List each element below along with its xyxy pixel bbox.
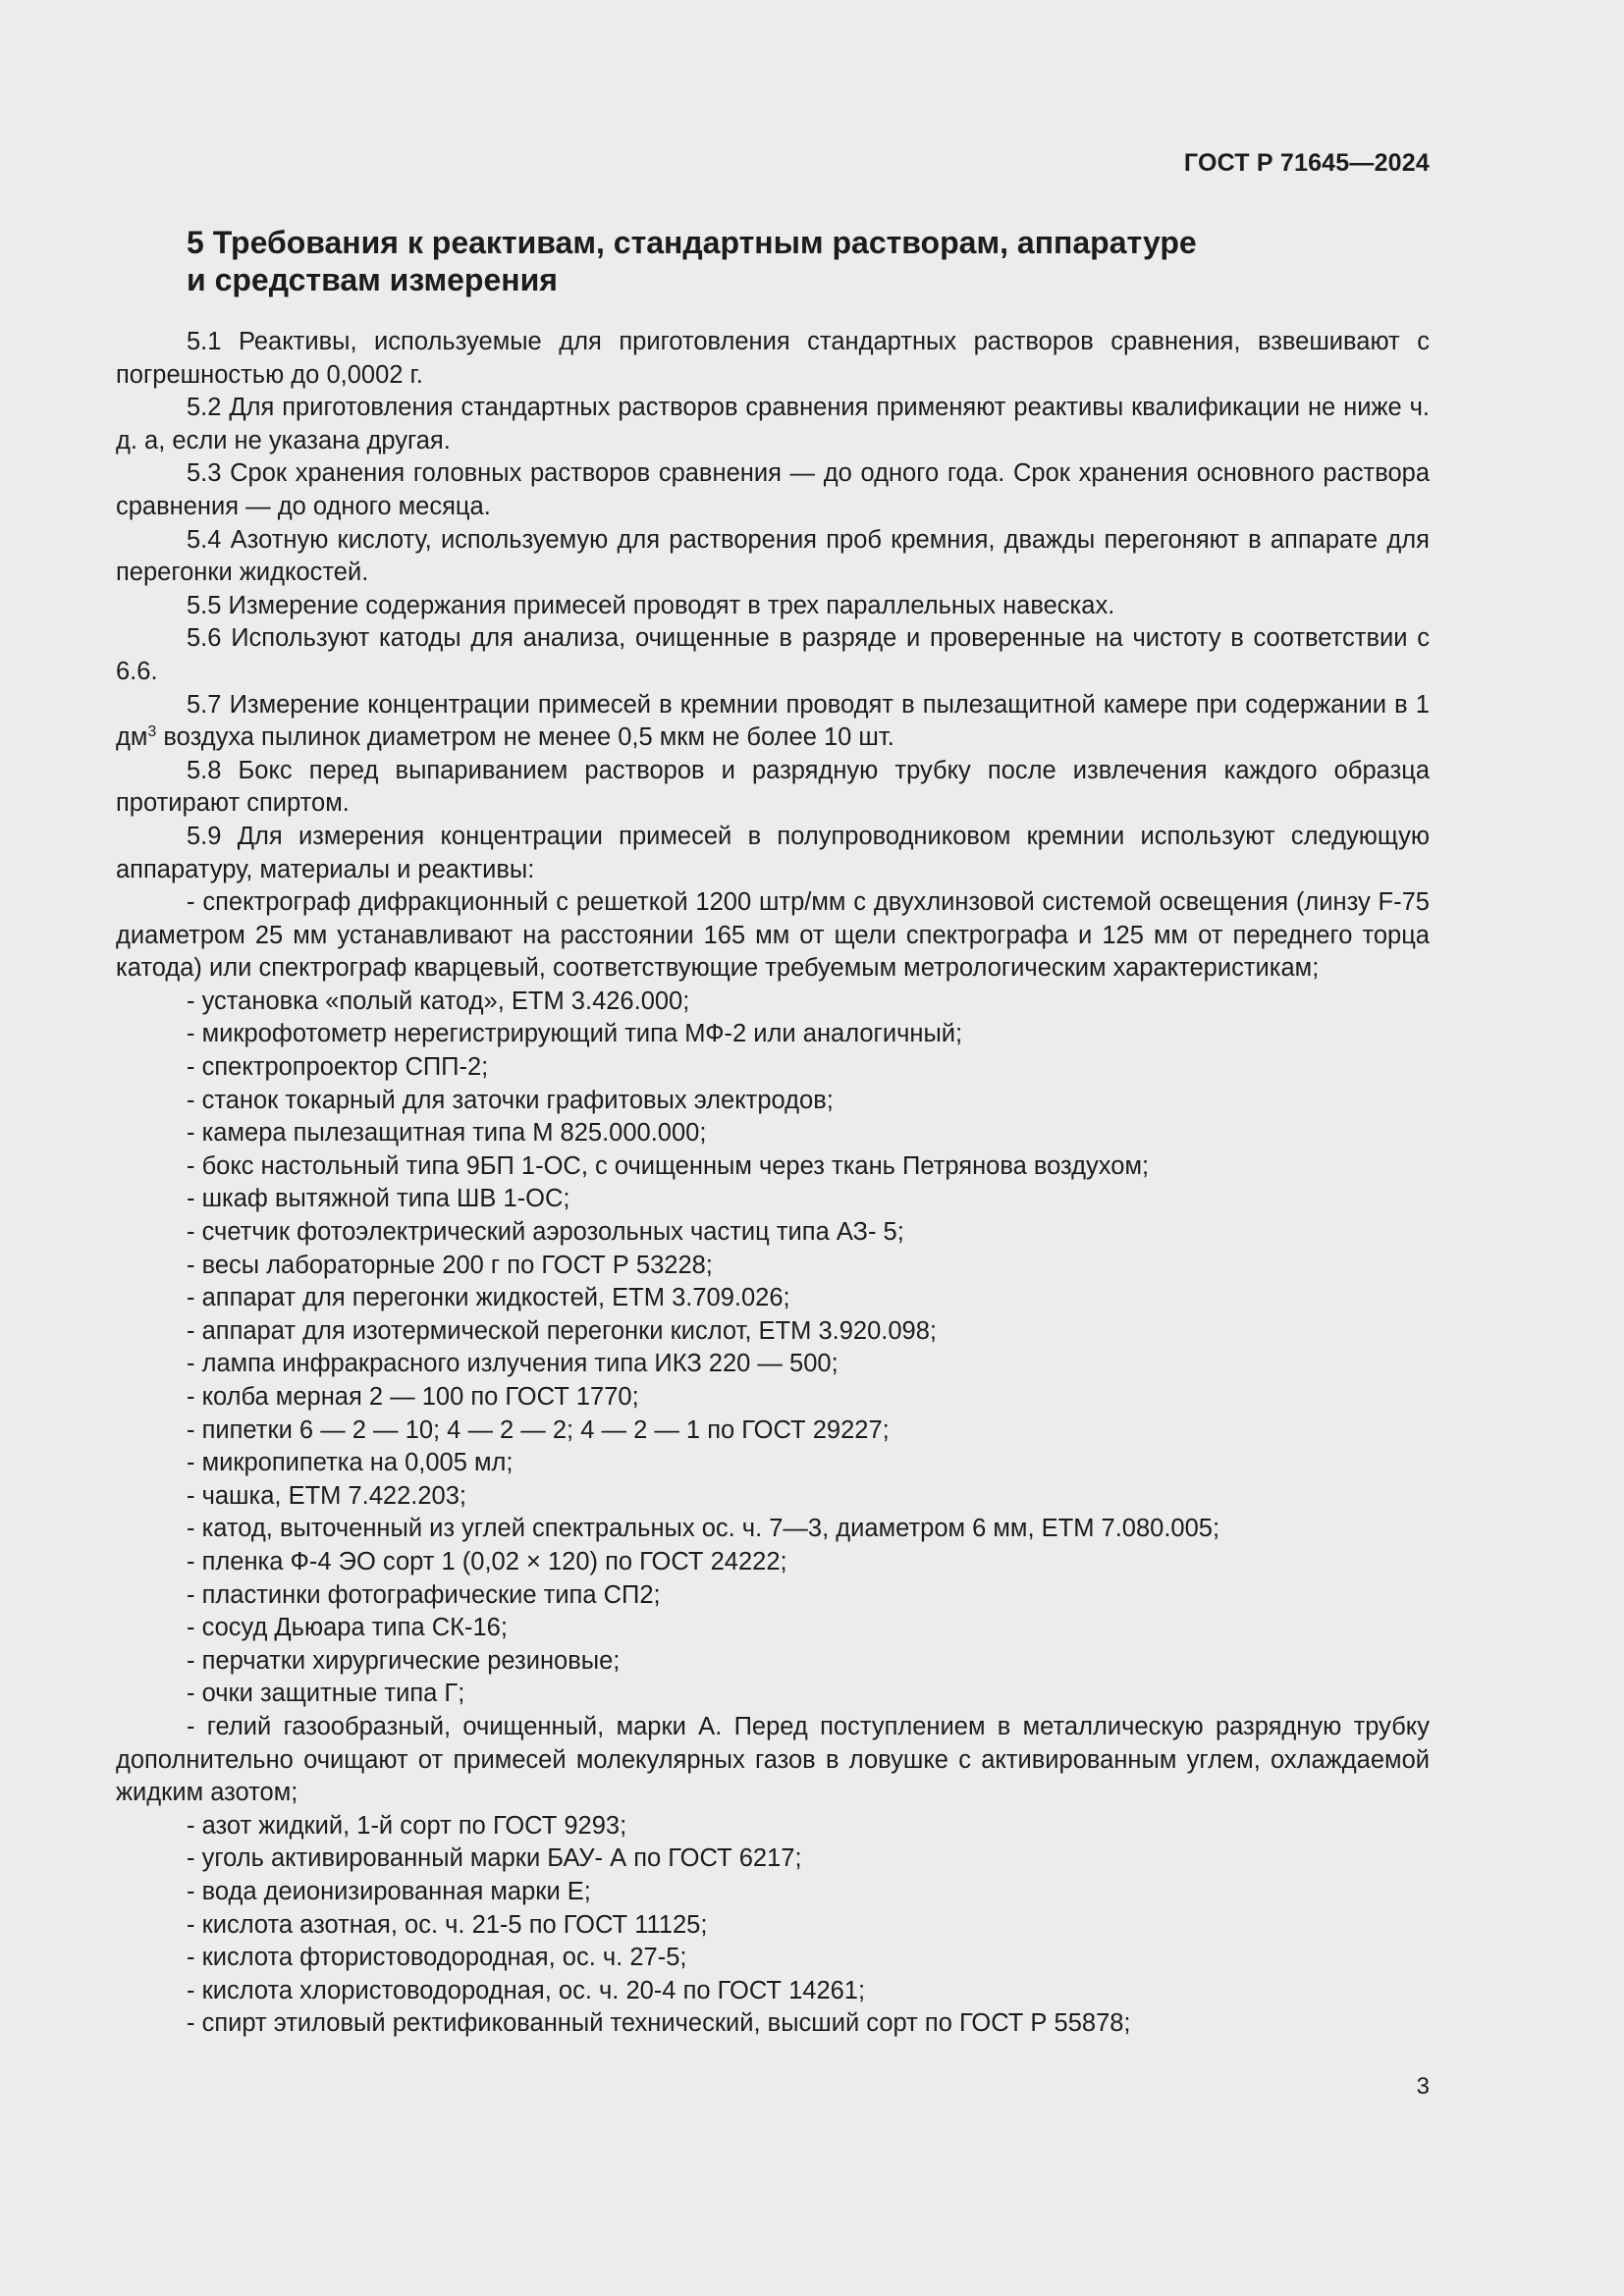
page-number: 3 xyxy=(1416,2073,1430,2100)
paragraph-5-6: 5.6 Используют катоды для анализа, очищенные в разряде и проверенные на чистоту в соответствии с 6.6. xyxy=(116,624,1430,685)
list-item: - бокс настольный типа 9БП 1-ОС, с очищенным через ткань Петрянова воздухом; xyxy=(187,1151,1150,1180)
list-item: - кислота хлористоводородная, ос. ч. 20-4 по ГОСТ 14261; xyxy=(187,1976,866,2004)
list-item: - вода деионизированная марки Е; xyxy=(187,1877,591,1905)
list-item: - катод, выточенный из углей спектральных ос. ч. 7—3, диаметром 6 мм, ЕТМ 7.080.005; xyxy=(187,1515,1220,1543)
list-item: - кислота фтористоводородная, ос. ч. 27-5; xyxy=(187,1944,687,1972)
paragraph-5-8: 5.8 Бокс перед выпариванием растворов и разрядную трубку после извлечения каждого образца протирают спиртом. xyxy=(116,756,1430,818)
list-item: - пленка Ф-4 ЭО сорт 1 (0,02 × 120) по ГОСТ 24222; xyxy=(187,1547,787,1575)
list-item: - спектрограф дифракционный с решеткой 1200 штр/мм с двухлинзовой системой освещения (линзу F-75 диаметром 25 мм устанавливают на расстоянии 165 мм от щели спектрографа и 125 мм от переднего торца катода) или спектрограф кварцевый, соответствующие требуемым метрологическим характеристикам; xyxy=(116,888,1430,983)
list-item: - спектропроектор СПП-2; xyxy=(187,1053,489,1082)
list-item: - пипетки 6 — 2 — 10; 4 — 2 — 2; 4 — 2 — 1 по ГОСТ 29227; xyxy=(187,1415,890,1444)
document-code: ГОСТ Р 71645—2024 xyxy=(1183,149,1430,177)
paragraph-5-3: 5.3 Срок хранения головных растворов сравнения — до одного года. Срок хранения основного раствора сравнения — до одного месяца. xyxy=(116,459,1430,520)
document-body xyxy=(116,326,1430,2041)
list-item: - сосуд Дьюара типа СК-16; xyxy=(187,1614,508,1642)
list-item: - чашка, ЕТМ 7.422.203; xyxy=(187,1481,467,1510)
list-item: - микрофотометр нерегистрирующий типа МФ-2 или аналогичный; xyxy=(187,1020,963,1048)
list-item: - аппарат для изотермической перегонки кислот, ЕТМ 3.920.098; xyxy=(187,1316,937,1345)
section-title xyxy=(187,224,1316,298)
section-title-line-2: и средствам измерения xyxy=(187,262,558,297)
list-item: - спирт этиловый ректификованный технический, высший сорт по ГОСТ Р 55878; xyxy=(187,2009,1131,2038)
list-item: - камера пылезащитная типа М 825.000.000; xyxy=(187,1119,707,1148)
paragraph-5-7 xyxy=(116,689,1430,755)
list-item: - аппарат для перегонки жидкостей, ЕТМ 3.709.026; xyxy=(187,1284,790,1312)
paragraph-5-5: 5.5 Измерение содержания примесей проводят в трех параллельных навесках. xyxy=(187,591,1115,619)
list-item: - пластинки фотографические типа СП2; xyxy=(187,1580,661,1609)
section-title-line-1: 5 Требования к реактивам, стандартным растворам, аппаратуре xyxy=(187,225,1197,260)
list-item: - колба мерная 2 — 100 по ГОСТ 1770; xyxy=(187,1383,639,1411)
paragraph-5-2: 5.2 Для приготовления стандартных растворов сравнения применяют реактивы квалификации не ниже ч. д. а, если не указана другая. xyxy=(116,394,1430,454)
paragraph-5-1: 5.1 Реактивы, используемые для приготовления стандартных растворов сравнения, взвешивают с погрешностью до 0,0002 г. xyxy=(116,328,1430,389)
list-item: - гелий газообразный, очищенный, марки А. Перед поступлением в металлическую разрядную трубку дополнительно очищают от примесей молекулярных газов в ловушке с активированным углем, охлаждаемой жидким азотом; xyxy=(116,1712,1430,1807)
list-item: - лампа инфракрасного излучения типа ИКЗ 220 — 500; xyxy=(187,1350,839,1378)
list-item: - микропипетка на 0,005 мл; xyxy=(187,1449,514,1477)
list-item: - весы лабораторные 200 г по ГОСТ Р 53228; xyxy=(187,1251,713,1279)
paragraph-5-7-text-start: 5.7 Измерение концентрации примесей в кремнии проводят в пылезащитной камере при содержании в 1 дм xyxy=(116,690,1430,752)
paragraph-5-7-text-end: воздуха пылинок диаметром не менее 0,5 мкм не более 10 шт. xyxy=(156,723,894,752)
list-item: - кислота азотная, ос. ч. 21-5 по ГОСТ 11125; xyxy=(187,1910,708,1939)
superscript-exponent: 3 xyxy=(147,723,157,741)
list-item: - перчатки хирургические резиновые; xyxy=(187,1646,621,1675)
paragraph-5-9: 5.9 Для измерения концентрации примесей в полупроводниковом кремнии используют следующую аппаратуру, материалы и реактивы: xyxy=(116,822,1430,883)
list-item: - установка «полый катод», ЕТМ 3.426.000; xyxy=(187,987,690,1015)
list-item: - уголь активированный марки БАУ- А по ГОСТ 6217; xyxy=(187,1844,802,1873)
list-item: - очки защитные типа Г; xyxy=(187,1680,465,1708)
paragraph-5-4: 5.4 Азотную кислоту, используемую для растворения проб кремния, дважды перегоняют в аппарате для перегонки жидкостей. xyxy=(116,525,1430,587)
list-item: - шкаф вытяжной типа ШВ 1-ОС; xyxy=(187,1185,570,1213)
list-item: - счетчик фотоэлектрический аэрозольных частиц типа АЗ- 5; xyxy=(187,1218,904,1247)
equipment-list xyxy=(116,886,1430,2041)
list-item: - станок токарный для заточки графитовых электродов; xyxy=(187,1086,834,1114)
list-item: - азот жидкий, 1-й сорт по ГОСТ 9293; xyxy=(187,1811,627,1840)
